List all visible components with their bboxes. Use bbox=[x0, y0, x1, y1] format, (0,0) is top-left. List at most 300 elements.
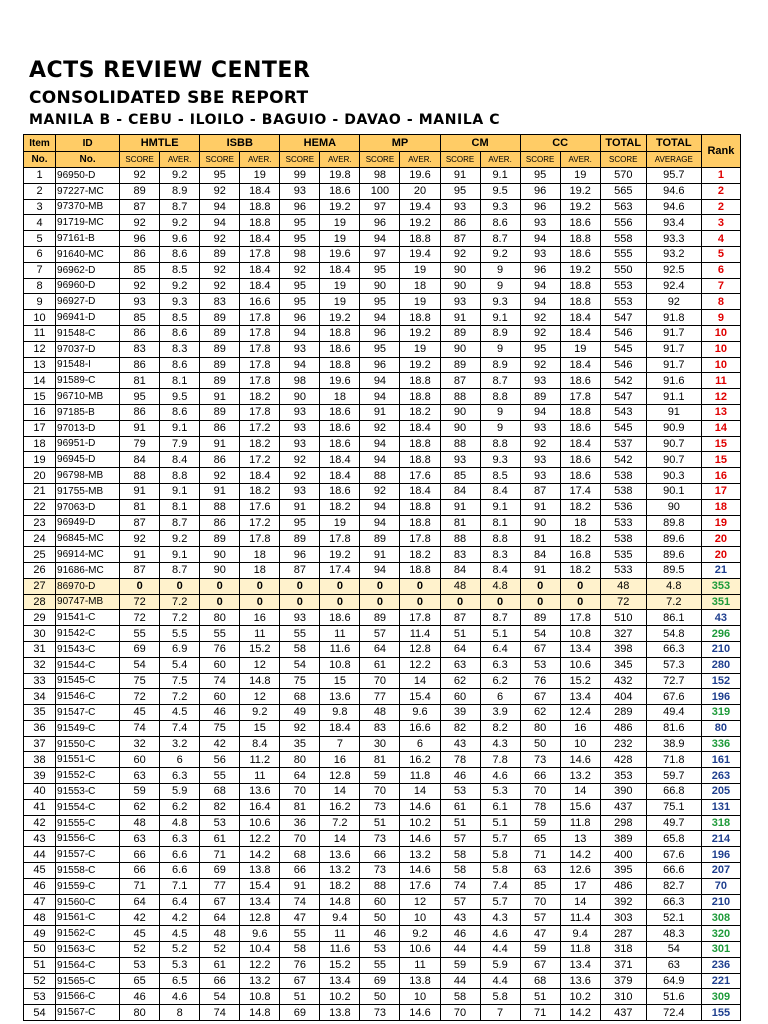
cell-item-no: 16 bbox=[24, 404, 56, 420]
cell-cm-aver: 8.5 bbox=[480, 468, 520, 484]
cell-cm-aver: 5.8 bbox=[480, 847, 520, 863]
cell-hema-score: 92 bbox=[280, 468, 320, 484]
cell-cm-score: 93 bbox=[440, 452, 480, 468]
cell-isbb-score: 56 bbox=[200, 752, 240, 768]
cell-hema-aver: 9.4 bbox=[320, 910, 360, 926]
cell-cm-score: 0 bbox=[440, 594, 480, 610]
cell-isbb-score: 61 bbox=[200, 831, 240, 847]
table-row bbox=[24, 562, 741, 578]
cell-cm-aver: 8.4 bbox=[480, 562, 520, 578]
col-cm-header: CM bbox=[440, 135, 520, 152]
cell-hema-aver: 0 bbox=[320, 594, 360, 610]
cell-id-no: 91566-C bbox=[56, 989, 120, 1005]
cell-id-no: 91559-C bbox=[56, 878, 120, 894]
cell-cm-aver: 6 bbox=[480, 689, 520, 705]
cell-cc-score: 91 bbox=[520, 531, 560, 547]
cell-mp-aver: 18.2 bbox=[400, 404, 440, 420]
cell-hmtle-score: 95 bbox=[120, 389, 160, 405]
cell-hmtle-score: 85 bbox=[120, 262, 160, 278]
cell-id-no: 91719-MC bbox=[56, 215, 120, 231]
cell-isbb-aver: 18 bbox=[240, 562, 280, 578]
cell-cm-score: 87 bbox=[440, 231, 480, 247]
cell-id-no: 91589-C bbox=[56, 373, 120, 389]
cell-isbb-aver: 15.4 bbox=[240, 878, 280, 894]
cell-hema-score: 96 bbox=[280, 310, 320, 326]
sub-average-header: AVER. bbox=[560, 152, 600, 168]
cell-cm-aver: 8.2 bbox=[480, 720, 520, 736]
cell-hmtle-aver: 9.2 bbox=[160, 531, 200, 547]
cell-isbb-score: 82 bbox=[200, 799, 240, 815]
cell-cm-aver: 8.9 bbox=[480, 325, 520, 341]
cell-mp-score: 64 bbox=[360, 641, 400, 657]
cell-hema-score: 68 bbox=[280, 689, 320, 705]
cell-cc-aver: 18.4 bbox=[560, 436, 600, 452]
cell-cm-aver: 9.1 bbox=[480, 499, 520, 515]
cell-cc-score: 84 bbox=[520, 547, 560, 563]
cell-mp-score: 94 bbox=[360, 515, 400, 531]
cell-mp-score: 97 bbox=[360, 199, 400, 215]
cell-hema-score: 54 bbox=[280, 657, 320, 673]
cell-isbb-score: 91 bbox=[200, 436, 240, 452]
cell-isbb-aver: 12.8 bbox=[240, 910, 280, 926]
cell-hema-score: 95 bbox=[280, 515, 320, 531]
cell-cc-score: 92 bbox=[520, 436, 560, 452]
cell-hema-aver: 17.4 bbox=[320, 562, 360, 578]
cell-cc-score: 62 bbox=[520, 705, 560, 721]
cell-cm-aver: 9.3 bbox=[480, 294, 520, 310]
cell-id-no: 91560-C bbox=[56, 894, 120, 910]
cell-cc-aver: 18.2 bbox=[560, 499, 600, 515]
cell-cc-aver: 10.6 bbox=[560, 657, 600, 673]
cell-rank: 3 bbox=[701, 215, 740, 231]
cell-cc-score: 78 bbox=[520, 799, 560, 815]
cell-isbb-aver: 11 bbox=[240, 626, 280, 642]
cell-mp-aver: 9.6 bbox=[400, 705, 440, 721]
cell-total-score: 389 bbox=[600, 831, 646, 847]
cell-mp-score: 46 bbox=[360, 926, 400, 942]
cell-total-average: 89.6 bbox=[646, 531, 701, 547]
cell-cc-aver: 18.4 bbox=[560, 357, 600, 373]
cell-id-no: 91547-C bbox=[56, 705, 120, 721]
cell-isbb-aver: 13.6 bbox=[240, 784, 280, 800]
table-row bbox=[24, 815, 741, 831]
cell-isbb-aver: 18.4 bbox=[240, 468, 280, 484]
cell-rank: 9 bbox=[701, 310, 740, 326]
cell-total-score: 570 bbox=[600, 168, 646, 184]
cell-cm-score: 43 bbox=[440, 736, 480, 752]
cell-isbb-aver: 18.2 bbox=[240, 389, 280, 405]
cell-item-no: 23 bbox=[24, 515, 56, 531]
cell-mp-score: 88 bbox=[360, 878, 400, 894]
cell-cc-aver: 18.6 bbox=[560, 246, 600, 262]
table-row bbox=[24, 515, 741, 531]
cell-cc-aver: 13.6 bbox=[560, 973, 600, 989]
cell-cm-score: 61 bbox=[440, 799, 480, 815]
cell-mp-aver: 6 bbox=[400, 736, 440, 752]
cell-cm-score: 48 bbox=[440, 578, 480, 594]
cell-item-no: 30 bbox=[24, 626, 56, 642]
cell-hema-aver: 13.8 bbox=[320, 1005, 360, 1021]
cell-cm-score: 91 bbox=[440, 499, 480, 515]
cell-mp-score: 94 bbox=[360, 452, 400, 468]
cell-isbb-aver: 11 bbox=[240, 768, 280, 784]
cell-isbb-score: 86 bbox=[200, 452, 240, 468]
table-row bbox=[24, 578, 741, 594]
cell-mp-score: 48 bbox=[360, 705, 400, 721]
cell-total-score: 289 bbox=[600, 705, 646, 721]
cell-mp-score: 53 bbox=[360, 942, 400, 958]
cell-item-no: 34 bbox=[24, 689, 56, 705]
cell-item-no: 49 bbox=[24, 926, 56, 942]
cell-mp-score: 96 bbox=[360, 325, 400, 341]
cell-hmtle-score: 81 bbox=[120, 373, 160, 389]
cell-cm-aver: 6.2 bbox=[480, 673, 520, 689]
cell-mp-score: 91 bbox=[360, 547, 400, 563]
sub-score-header: SCORE bbox=[120, 152, 160, 168]
cell-isbb-aver: 17.6 bbox=[240, 499, 280, 515]
cell-total-average: 91 bbox=[646, 404, 701, 420]
cell-rank: 221 bbox=[701, 973, 740, 989]
cell-total-score: 553 bbox=[600, 278, 646, 294]
cell-hema-score: 51 bbox=[280, 989, 320, 1005]
cell-cm-aver: 9 bbox=[480, 404, 520, 420]
cell-hema-score: 93 bbox=[280, 420, 320, 436]
cell-hema-aver: 18.6 bbox=[320, 436, 360, 452]
cell-mp-aver: 12.2 bbox=[400, 657, 440, 673]
cell-total-score: 392 bbox=[600, 894, 646, 910]
cell-hema-score: 0 bbox=[280, 578, 320, 594]
cell-mp-score: 73 bbox=[360, 863, 400, 879]
cell-total-score: 318 bbox=[600, 942, 646, 958]
cell-isbb-aver: 14.8 bbox=[240, 673, 280, 689]
cell-cm-aver: 3.9 bbox=[480, 705, 520, 721]
cell-total-average: 66.8 bbox=[646, 784, 701, 800]
cell-isbb-aver: 17.8 bbox=[240, 357, 280, 373]
cell-mp-score: 61 bbox=[360, 657, 400, 673]
cell-mp-score: 0 bbox=[360, 578, 400, 594]
cell-cc-score: 76 bbox=[520, 673, 560, 689]
cell-total-average: 91.7 bbox=[646, 357, 701, 373]
cell-cm-score: 70 bbox=[440, 1005, 480, 1021]
cell-id-no: 97037-D bbox=[56, 341, 120, 357]
cell-hmtle-score: 0 bbox=[120, 578, 160, 594]
cell-isbb-aver: 16.4 bbox=[240, 799, 280, 815]
cell-isbb-aver: 18 bbox=[240, 547, 280, 563]
cell-item-no: 37 bbox=[24, 736, 56, 752]
table-row bbox=[24, 894, 741, 910]
cell-hema-score: 66 bbox=[280, 863, 320, 879]
cell-rank: 131 bbox=[701, 799, 740, 815]
cell-total-score: 558 bbox=[600, 231, 646, 247]
cell-item-no: 3 bbox=[24, 199, 56, 215]
cell-mp-score: 94 bbox=[360, 231, 400, 247]
cell-isbb-score: 74 bbox=[200, 1005, 240, 1021]
cell-rank: 2 bbox=[701, 183, 740, 199]
cell-id-no: 97370-MB bbox=[56, 199, 120, 215]
cell-cc-score: 85 bbox=[520, 878, 560, 894]
cell-hmtle-score: 92 bbox=[120, 278, 160, 294]
cell-mp-score: 89 bbox=[360, 531, 400, 547]
table-row bbox=[24, 215, 741, 231]
cell-id-no: 91640-MC bbox=[56, 246, 120, 262]
cell-mp-score: 97 bbox=[360, 246, 400, 262]
cell-hmtle-score: 72 bbox=[120, 689, 160, 705]
cell-total-score: 546 bbox=[600, 357, 646, 373]
cell-cc-score: 0 bbox=[520, 594, 560, 610]
sbe-results-table bbox=[23, 134, 741, 1021]
cell-item-no: 45 bbox=[24, 863, 56, 879]
cell-id-no: 96927-D bbox=[56, 294, 120, 310]
cell-cc-score: 67 bbox=[520, 957, 560, 973]
cell-total-score: 232 bbox=[600, 736, 646, 752]
col-hema-header: HEMA bbox=[280, 135, 360, 152]
cell-hmtle-aver: 4.5 bbox=[160, 705, 200, 721]
cell-total-average: 67.6 bbox=[646, 689, 701, 705]
cell-cc-score: 0 bbox=[520, 578, 560, 594]
cell-cm-aver: 0 bbox=[480, 594, 520, 610]
cell-rank: 7 bbox=[701, 278, 740, 294]
cell-cm-score: 87 bbox=[440, 373, 480, 389]
cell-item-no: 38 bbox=[24, 752, 56, 768]
table-row bbox=[24, 547, 741, 563]
cell-item-no: 31 bbox=[24, 641, 56, 657]
cell-mp-aver: 14 bbox=[400, 673, 440, 689]
cell-cm-aver: 4.6 bbox=[480, 926, 520, 942]
cell-id-no: 91563-C bbox=[56, 942, 120, 958]
cell-total-average: 89.5 bbox=[646, 562, 701, 578]
cell-mp-aver: 10 bbox=[400, 910, 440, 926]
cell-hema-score: 64 bbox=[280, 768, 320, 784]
cell-total-score: 371 bbox=[600, 957, 646, 973]
table-row bbox=[24, 752, 741, 768]
cell-hmtle-aver: 9.1 bbox=[160, 547, 200, 563]
cell-total-average: 52.1 bbox=[646, 910, 701, 926]
cell-cm-aver: 5.1 bbox=[480, 626, 520, 642]
cell-mp-score: 98 bbox=[360, 168, 400, 184]
table-row bbox=[24, 310, 741, 326]
cell-item-no: 42 bbox=[24, 815, 56, 831]
cell-cm-score: 44 bbox=[440, 973, 480, 989]
cell-total-average: 90.1 bbox=[646, 483, 701, 499]
cell-hema-score: 87 bbox=[280, 562, 320, 578]
cell-total-score: 536 bbox=[600, 499, 646, 515]
cell-hmtle-aver: 6.3 bbox=[160, 831, 200, 847]
cell-hema-aver: 17.8 bbox=[320, 531, 360, 547]
sub-average-header: AVER. bbox=[480, 152, 520, 168]
cell-hema-score: 68 bbox=[280, 847, 320, 863]
cell-hema-score: 90 bbox=[280, 389, 320, 405]
cell-hema-aver: 11.6 bbox=[320, 942, 360, 958]
cell-isbb-aver: 11.2 bbox=[240, 752, 280, 768]
col-total-average-header-bottom: AVERAGE bbox=[646, 152, 701, 168]
cell-cc-score: 67 bbox=[520, 689, 560, 705]
cell-mp-score: 30 bbox=[360, 736, 400, 752]
cell-total-score: 437 bbox=[600, 799, 646, 815]
cell-isbb-score: 89 bbox=[200, 325, 240, 341]
cell-total-average: 93.2 bbox=[646, 246, 701, 262]
cell-rank: 196 bbox=[701, 847, 740, 863]
cell-cm-aver: 9 bbox=[480, 278, 520, 294]
cell-cm-aver: 7.4 bbox=[480, 878, 520, 894]
cell-hema-aver: 13.6 bbox=[320, 847, 360, 863]
cell-mp-score: 95 bbox=[360, 294, 400, 310]
cell-hmtle-aver: 6 bbox=[160, 752, 200, 768]
cell-cm-aver: 5.9 bbox=[480, 957, 520, 973]
cell-isbb-aver: 19 bbox=[240, 168, 280, 184]
cell-hema-score: 93 bbox=[280, 183, 320, 199]
cell-cm-score: 59 bbox=[440, 957, 480, 973]
cell-id-no: 91555-C bbox=[56, 815, 120, 831]
cell-hmtle-score: 46 bbox=[120, 989, 160, 1005]
cell-hmtle-score: 48 bbox=[120, 815, 160, 831]
cell-cc-aver: 18.6 bbox=[560, 215, 600, 231]
cell-id-no: 96945-D bbox=[56, 452, 120, 468]
cell-cm-score: 53 bbox=[440, 784, 480, 800]
cell-hmtle-score: 72 bbox=[120, 594, 160, 610]
cell-mp-score: 94 bbox=[360, 389, 400, 405]
cell-cm-aver: 8.6 bbox=[480, 215, 520, 231]
cell-cc-score: 90 bbox=[520, 515, 560, 531]
col-id-header-sub: No. bbox=[56, 152, 120, 168]
cell-cc-aver: 18.6 bbox=[560, 468, 600, 484]
table-row bbox=[24, 878, 741, 894]
cell-total-score: 486 bbox=[600, 878, 646, 894]
table-row bbox=[24, 989, 741, 1005]
cell-mp-score: 50 bbox=[360, 989, 400, 1005]
cell-isbb-score: 94 bbox=[200, 199, 240, 215]
cell-item-no: 19 bbox=[24, 452, 56, 468]
cell-id-no: 97185-B bbox=[56, 404, 120, 420]
cell-rank: 319 bbox=[701, 705, 740, 721]
table-body bbox=[24, 168, 741, 1021]
cell-hema-score: 92 bbox=[280, 262, 320, 278]
cell-id-no: 97013-D bbox=[56, 420, 120, 436]
table-row bbox=[24, 357, 741, 373]
cell-rank: 155 bbox=[701, 1005, 740, 1021]
cell-cc-aver: 14.2 bbox=[560, 1005, 600, 1021]
cell-cm-score: 57 bbox=[440, 894, 480, 910]
cell-total-score: 565 bbox=[600, 183, 646, 199]
cell-cc-aver: 14 bbox=[560, 894, 600, 910]
cell-id-no: 97161-B bbox=[56, 231, 120, 247]
cell-total-average: 38.9 bbox=[646, 736, 701, 752]
cell-hmtle-score: 45 bbox=[120, 705, 160, 721]
cell-hmtle-score: 63 bbox=[120, 768, 160, 784]
cell-cc-score: 92 bbox=[520, 357, 560, 373]
cell-hmtle-score: 32 bbox=[120, 736, 160, 752]
cell-rank: 43 bbox=[701, 610, 740, 626]
cell-isbb-aver: 17.8 bbox=[240, 325, 280, 341]
cell-item-no: 46 bbox=[24, 878, 56, 894]
cell-mp-score: 57 bbox=[360, 626, 400, 642]
sub-score-header: SCORE bbox=[520, 152, 560, 168]
cell-item-no: 15 bbox=[24, 389, 56, 405]
cell-hema-score: 93 bbox=[280, 610, 320, 626]
col-hmtle-header: HMTLE bbox=[120, 135, 200, 152]
cell-total-average: 72.7 bbox=[646, 673, 701, 689]
cell-cc-aver: 18.6 bbox=[560, 420, 600, 436]
cell-mp-aver: 18.2 bbox=[400, 547, 440, 563]
cell-mp-score: 96 bbox=[360, 357, 400, 373]
cell-cc-aver: 12.4 bbox=[560, 705, 600, 721]
table-row bbox=[24, 468, 741, 484]
cell-rank: 15 bbox=[701, 452, 740, 468]
cell-mp-aver: 17.6 bbox=[400, 878, 440, 894]
cell-hmtle-score: 75 bbox=[120, 673, 160, 689]
cell-hmtle-score: 72 bbox=[120, 610, 160, 626]
cell-isbb-aver: 18.4 bbox=[240, 183, 280, 199]
cell-item-no: 39 bbox=[24, 768, 56, 784]
cell-total-score: 486 bbox=[600, 720, 646, 736]
cell-total-score: 553 bbox=[600, 294, 646, 310]
cell-hmtle-aver: 9.2 bbox=[160, 215, 200, 231]
cell-item-no: 26 bbox=[24, 562, 56, 578]
cell-total-score: 538 bbox=[600, 468, 646, 484]
cell-mp-score: 91 bbox=[360, 404, 400, 420]
cell-hmtle-aver: 8.1 bbox=[160, 373, 200, 389]
cell-cm-score: 58 bbox=[440, 989, 480, 1005]
cell-hmtle-aver: 8.5 bbox=[160, 310, 200, 326]
cell-isbb-score: 92 bbox=[200, 231, 240, 247]
cell-hmtle-score: 60 bbox=[120, 752, 160, 768]
cell-item-no: 12 bbox=[24, 341, 56, 357]
sub-average-header: AVER. bbox=[160, 152, 200, 168]
cell-total-score: 353 bbox=[600, 768, 646, 784]
cell-total-score: 533 bbox=[600, 562, 646, 578]
cell-hmtle-aver: 4.6 bbox=[160, 989, 200, 1005]
cell-rank: 15 bbox=[701, 436, 740, 452]
cell-cc-aver: 19.2 bbox=[560, 199, 600, 215]
cell-total-score: 379 bbox=[600, 973, 646, 989]
cell-cc-aver: 16.8 bbox=[560, 547, 600, 563]
cell-mp-aver: 14.6 bbox=[400, 1005, 440, 1021]
sub-average-header: AVER. bbox=[240, 152, 280, 168]
cell-rank: 320 bbox=[701, 926, 740, 942]
cell-hema-aver: 19 bbox=[320, 215, 360, 231]
cell-cc-aver: 9.4 bbox=[560, 926, 600, 942]
cell-rank: 16 bbox=[701, 468, 740, 484]
table-row bbox=[24, 436, 741, 452]
cell-hema-score: 70 bbox=[280, 784, 320, 800]
cell-isbb-score: 91 bbox=[200, 389, 240, 405]
cell-item-no: 41 bbox=[24, 799, 56, 815]
cell-isbb-aver: 18.2 bbox=[240, 436, 280, 452]
table-row bbox=[24, 926, 741, 942]
cell-hema-score: 49 bbox=[280, 705, 320, 721]
cell-cc-score: 89 bbox=[520, 610, 560, 626]
cell-hema-score: 95 bbox=[280, 294, 320, 310]
cell-id-no: 91550-C bbox=[56, 736, 120, 752]
cell-isbb-aver: 10.6 bbox=[240, 815, 280, 831]
cell-cc-score: 96 bbox=[520, 183, 560, 199]
cell-cc-aver: 14 bbox=[560, 784, 600, 800]
cell-mp-aver: 18.8 bbox=[400, 231, 440, 247]
cell-cm-aver: 4.4 bbox=[480, 973, 520, 989]
table-row bbox=[24, 389, 741, 405]
cell-hema-score: 98 bbox=[280, 246, 320, 262]
cell-isbb-score: 90 bbox=[200, 562, 240, 578]
cell-rank: 5 bbox=[701, 246, 740, 262]
sub-score-header: SCORE bbox=[440, 152, 480, 168]
cell-cm-aver: 8.8 bbox=[480, 531, 520, 547]
cell-total-score: 556 bbox=[600, 215, 646, 231]
cell-cm-aver: 6.3 bbox=[480, 657, 520, 673]
cell-total-average: 95.7 bbox=[646, 168, 701, 184]
cell-mp-score: 100 bbox=[360, 183, 400, 199]
cell-id-no: 96949-D bbox=[56, 515, 120, 531]
cell-rank: 10 bbox=[701, 341, 740, 357]
cell-rank: 10 bbox=[701, 357, 740, 373]
